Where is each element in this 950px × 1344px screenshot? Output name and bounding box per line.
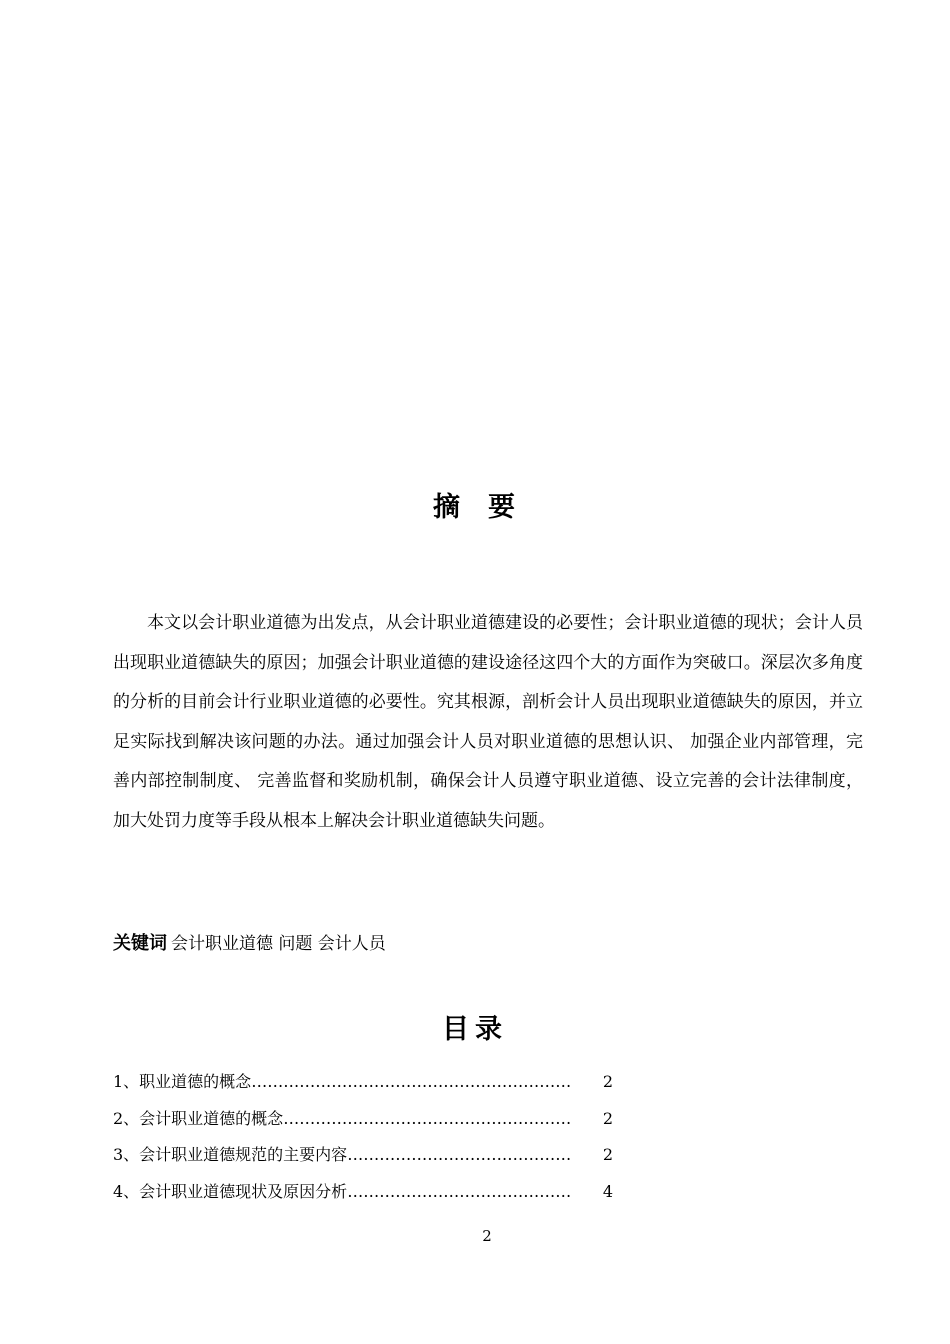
toc-list — [113, 1064, 613, 1210]
abstract-title-char-2: 要 — [488, 492, 517, 523]
toc-item[interactable] — [113, 1137, 613, 1174]
toc-item[interactable] — [113, 1064, 613, 1101]
toc-item[interactable] — [113, 1174, 613, 1211]
abstract-body: 本文以会计职业道德为出发点，从会计职业道德建设的必要性；会计职业道德的现状；会计人员出现职业道德缺失的原因；加强会计职业道德的建设途径这四个大的方面作为突破口。深层次多角度的分析的目前会计行业职业道德的必要性。究其根源，剖析会计人员出现职业道德缺失的原因，并立足实际找到解决该问题的办法。通过加强会计人员对职业道德的思想认识、 加强企业内部管理，完善内部控制制度、 完善监督和奖励机制，确保会计人员遵守职业道德、设立完善的会计法律制度，加大处罚力度等手段从根本上解决会计职业道德缺失问题。 — [113, 613, 863, 831]
toc-item-page: 2 — [602, 1108, 613, 1128]
keywords-terms: 会计职业道德 问题 会计人员 — [171, 934, 386, 954]
toc-item[interactable] — [113, 1101, 613, 1138]
keywords-line — [113, 926, 386, 962]
toc-item-text: 4、会计职业道德现状及原因分析 — [113, 1181, 348, 1201]
toc-item-text: 1、职业道德的概念 — [113, 1072, 252, 1091]
toc-item-text: 2、会计职业道德的概念 — [113, 1108, 284, 1128]
toc-item-page: 4 — [602, 1181, 613, 1201]
toc-item-page: 2 — [602, 1145, 613, 1164]
abstract-title — [0, 488, 950, 528]
toc-item-leader: …………………………………… — [347, 1181, 572, 1201]
toc-item-text: 3、会计职业道德规范的主要内容 — [113, 1145, 348, 1164]
toc-item-page: 2 — [602, 1072, 613, 1091]
toc-item-leader: ……………………………………………… — [283, 1108, 572, 1128]
toc-item-leader: …………………………………… — [347, 1145, 572, 1164]
toc-item-leader: …………………………………………………… — [251, 1072, 572, 1091]
page-number: 2 — [482, 1227, 492, 1245]
abstract-title-char-1: 摘 — [433, 492, 462, 523]
keywords-label: 关键词 — [113, 933, 167, 954]
toc-title: 目录 — [442, 1014, 508, 1045]
